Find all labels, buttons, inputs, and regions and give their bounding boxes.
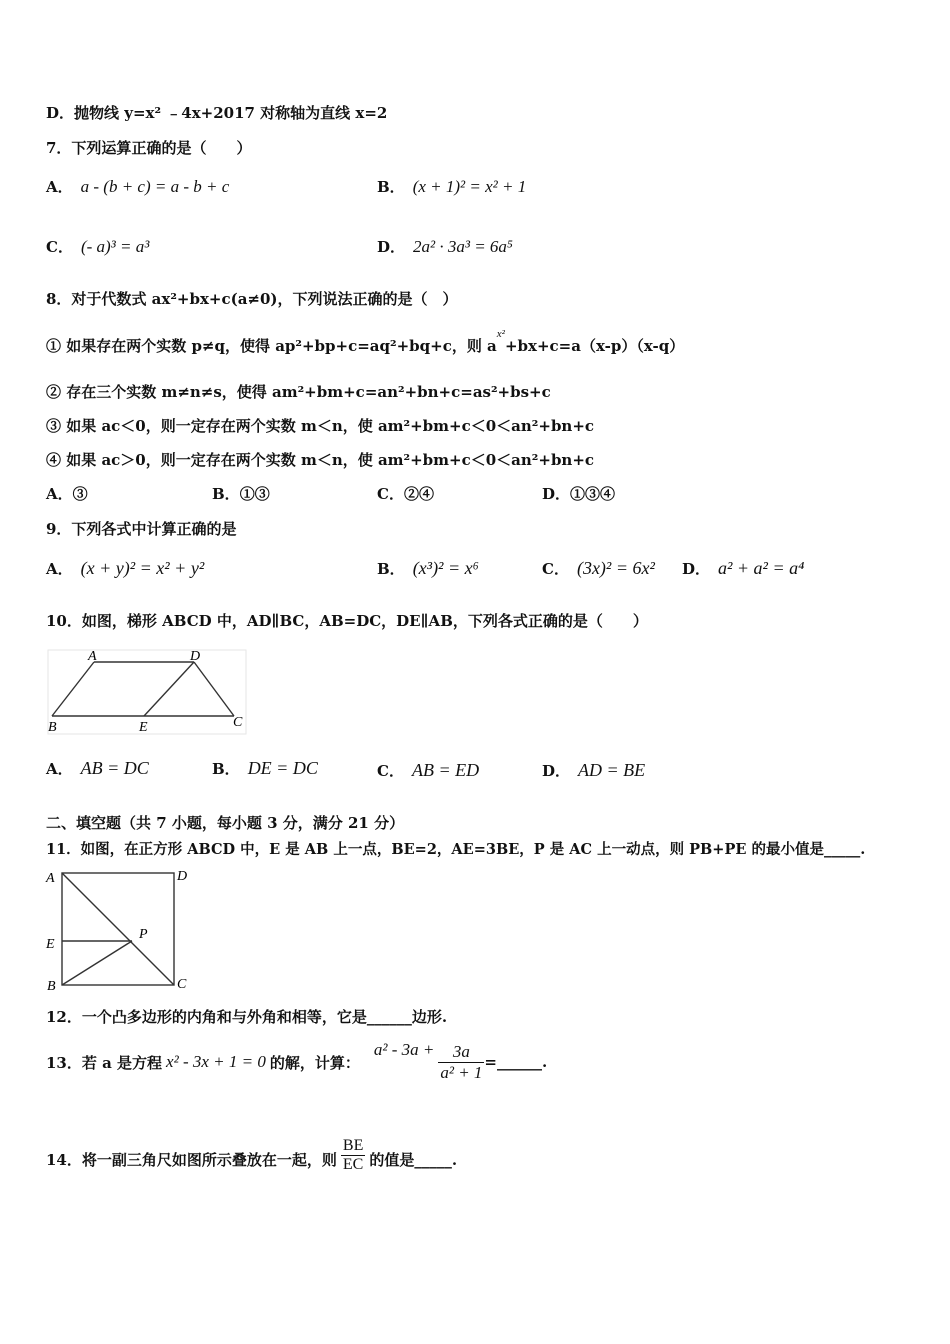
section2-title: 二、填空题（共 7 小题，每小题 3 分，满分 21 分） [46,814,405,832]
q9-option-b [377,558,479,579]
q8-statement-2: ② 存在三个实数 m≠n≠s，使得 am²+bm+c=an²+bn+c=as²+bs+c [46,383,551,401]
q8-option-a [46,483,88,504]
q13-prefix: 13．若 a 是方程 [46,1053,163,1072]
q8-option-c-text: ②④ [403,485,434,503]
q10-option-a [46,758,149,779]
q7-option-b-label: B． [377,178,405,196]
q8-option-d [542,483,615,504]
q9-option-a-label: A． [46,560,73,578]
q14-fraction-numerator: BE [342,1137,364,1154]
q8-option-c [377,483,434,504]
q14-fraction [341,1137,365,1174]
q9-option-c [542,558,655,579]
q9-option-c-label: C． [542,560,569,578]
q8-statement-4: ④ 如果 ac＞0，则一定存在两个实数 m＜n，使 am²+bm+c＜0＜an²+bn+c [46,451,595,469]
q10-label-b: B [48,720,57,735]
q7-option-c-label: C． [46,238,73,256]
q10-option-b-label: B． [212,760,240,778]
q9-stem: 9．下列各式中计算正确的是 [46,520,237,538]
q7-option-d-expr: 2a² · 3a³ = 6a⁵ [413,237,513,256]
q7-option-c [46,236,149,257]
q9-option-b-expr: (x³)² = x⁶ [412,558,479,578]
q11-diagonal-ac [62,873,174,985]
q11-label-e: E [46,937,55,952]
q7-option-a-expr: a - (b + c) = a - b + c [80,177,230,196]
q8-option-a-label: A． [46,485,73,503]
q8-statement-3: ③ 如果 ac＜0，则一定存在两个实数 m＜n，使 am²+bm+c＜0＜an²+bn+c [46,417,595,435]
q8-option-b-text: ①③ [239,485,270,503]
q8-stem: 8．对于代数式 ax²+bx+c(a≠0)，下列说法正确的是（ ） [46,290,458,308]
q7-option-c-expr: (- a)³ = a³ [80,237,150,256]
q10-segment-de [144,662,194,716]
q10-option-c [377,760,479,781]
q8-option-a-text: ③ [72,485,88,503]
q10-option-d-expr: AD = BE [578,760,646,780]
q11-label-b: B [47,979,56,992]
q14-fraction-denominator: EC [342,1156,364,1173]
q11-stem: 11．如图，在正方形 ABCD 中，E 是 AB 上一点，BE=2，AE=3BE，P 是 AC 上一动点，则 PB+PE 的最小值是_____. [46,841,866,858]
q7-option-a-label: A． [46,178,73,196]
q13-middle: 的解，计算： [269,1053,360,1072]
q14-suffix: 的值是_____. [369,1151,458,1169]
q10-option-c-expr: AB = ED [411,760,480,780]
q7-option-d-label: D． [377,238,406,256]
q10-option-d-label: D． [542,762,571,780]
q11-segment-pb [62,941,132,985]
q12-stem: 12．一个凸多边形的内角和与外角和相等，它是______边形. [46,1008,448,1026]
q10-option-c-label: C． [377,762,404,780]
q10-label-e: E [139,720,148,735]
q7-option-a [46,176,229,197]
q10-segment-ab [52,662,94,716]
q9-option-a-expr: (x + y)² = x² + y² [80,558,205,578]
q10-label-d: D [190,649,201,664]
q8-option-c-label: C． [377,485,404,503]
q8-option-b [212,483,270,504]
q11-label-p: P [139,927,148,942]
q9-option-b-label: B． [377,560,405,578]
q9-option-c-expr: (3x)² = 6x² [576,558,655,578]
q10-label-c: C [233,715,243,730]
q13-fraction-numerator: 3a [438,1042,484,1063]
q13-expression-lead: a² - 3a + [373,1040,435,1059]
q11-label-c: C [177,977,187,992]
q8-statement-1-sup: x² [496,328,505,340]
q10-stem: 10．如图，梯形 ABCD 中，AD∥BC，AB=DC，DE∥AB，下列各式正确的是（ ） [46,612,648,630]
q11-square-figure [44,866,194,992]
q6-option-d [46,102,387,123]
q14-prefix: 14．将一副三角尺如图所示叠放在一起，则 [46,1151,337,1169]
q8-option-b-label: B． [212,485,240,503]
q10-option-a-label: A． [46,760,73,778]
q8-statement-1-tail: +bx+c=a（x-p）（x-q） [504,337,685,355]
q9-option-d-label: D． [682,560,711,578]
q10-option-b-expr: DE = DC [247,758,318,778]
q13-line [46,1040,547,1084]
q7-option-b-expr: (x + 1)² = x² + 1 [412,177,527,196]
q6-option-d-label: D． [46,104,75,122]
q9-option-d-expr: a² + a² = a⁴ [718,558,805,578]
q7-option-d [377,236,513,257]
q13-fraction-denominator: a² + 1 [440,1062,483,1082]
q8-option-d-text: ①③④ [570,485,616,503]
q10-trapezoid-figure [44,646,250,738]
q10-option-a-expr: AB = DC [80,758,149,778]
q8-statement-1-text: ① 如果存在两个实数 p≠q，使得 ap²+bp+c=aq²+bq+c，则 a [46,337,497,355]
q9-option-a [46,558,204,579]
q6-option-d-text: 抛物线 y=x² ﹣4x+2017 对称轴为直线 x=2 [74,104,388,122]
q7-stem: 7．下列运算正确的是（ ） [46,139,252,157]
q10-segment-dc [194,662,234,716]
q13-equation: x² - 3x + 1 = 0 [166,1052,266,1071]
q9-option-d [682,558,804,579]
q14-line [46,1122,457,1174]
q10-label-a: A [88,649,97,664]
q11-label-a: A [46,871,55,886]
q10-option-b [212,758,318,779]
q10-option-d [542,760,645,781]
q11-label-d: D [177,869,188,884]
q8-option-d-label: D． [542,485,571,503]
q13-fraction [438,1042,484,1083]
q8-statement-1 [46,328,685,356]
q13-suffix: =______. [484,1053,548,1071]
q7-option-b [377,176,526,197]
